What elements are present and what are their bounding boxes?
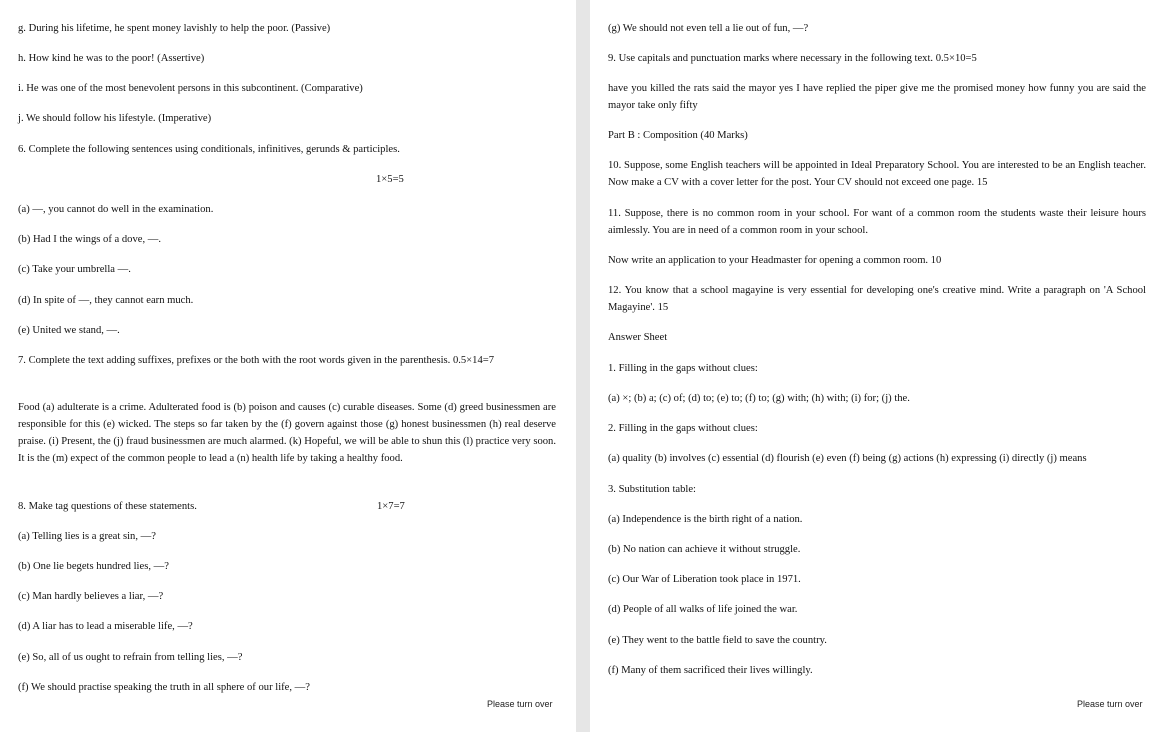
part-b-heading: Part B : Composition (40 Marks) [608, 130, 748, 141]
page-footer-right: Please turn over [1077, 699, 1143, 709]
document-page-left [0, 0, 576, 732]
question-9-heading: 9. Use capitals and punctuation marks where necessary in the following text. 0.5×10=5 [608, 53, 977, 64]
question-7-passage: Food (a) adulterate is a crime. Adulterated food is (b) poison and causes (c) curable diseases. Some (d) greed businessmen are responsible for this (e) wicked. The steps so far taken by the (f) govern against those (g) honest businessmen (h) real deserve praise. (i) Present, the (j) fraud businessmen are much alarmed. (k) Hopeful, we will be able to shun this (l) practice very soon. It is the (m) expect of the common people to lead a (n) health life by taking a healthy food. [18, 402, 556, 464]
question-12: 12. You know that a school magayine is very essential for developing one's creative mind. Write a paragraph on 'A School Magayine'. 15 [608, 285, 1146, 313]
question-11: 11. Suppose, there is no common room in your school. For want of a common room the students waste their leisure hours aimlessly. You are in need of a common room in your school. [608, 208, 1146, 236]
answer-3-item-b: (b) No nation can achieve it without struggle. [608, 544, 801, 555]
q8-item-b: (b) One lie begets hundred lies, —? [18, 561, 169, 572]
q6-item-c: (c) Take your umbrella —. [18, 264, 131, 275]
answer-sheet-heading: Answer Sheet [608, 332, 668, 343]
passive-item-g: g. During his lifetime, he spent money lavishly to help the poor. (Passive) [18, 23, 331, 34]
answer-3-item-e: (e) They went to the battle field to save the country. [608, 635, 827, 646]
answer-2-values: (a) quality (b) involves (c) essential (d) flourish (e) even (f) being (g) actions (h) expressing (i) directly (j) means [608, 453, 1087, 464]
answer-3-heading: 3. Substitution table: [608, 484, 696, 495]
answer-3-item-c: (c) Our War of Liberation took place in 1971. [608, 574, 801, 585]
question-7-heading: 7. Complete the text adding suffixes, prefixes or the both with the root words given in the parenthesis. 0.5×14=7 [18, 355, 495, 366]
answer-2-heading: 2. Filling in the gaps without clues: [608, 423, 758, 434]
q6-item-e: (e) United we stand, —. [18, 325, 120, 336]
answer-1-values: (a) ×; (b) a; (c) of; (d) to; (e) to; (f) to; (g) with; (h) with; (i) for; (j) the. [608, 393, 910, 404]
comparative-item-i: i. He was one of the most benevolent persons in this subcontinent. (Comparative) [18, 83, 363, 94]
question-9-text: have you killed the rats said the mayor yes I have replied the piper give me the promised money how funny you are said the mayor take only fifty [608, 83, 1146, 111]
answer-3-item-f: (f) Many of them sacrificed their lives willingly. [608, 665, 813, 676]
q8-item-g: (g) We should not even tell a lie out of fun, —? [608, 23, 809, 34]
document-page-right [590, 0, 1167, 732]
question-8-marks: 1×7=7 [377, 501, 405, 512]
answer-3-item-a: (a) Independence is the birth right of a nation. [608, 514, 803, 525]
question-8-heading: 8. Make tag questions of these statements. [18, 501, 197, 512]
question-6-marks: 1×5=5 [376, 174, 404, 185]
q6-item-b: (b) Had I the wings of a dove, —. [18, 234, 161, 245]
question-6-heading: 6. Complete the following sentences using conditionals, infinitives, gerunds & participles. [18, 144, 400, 155]
q6-item-a: (a) —, you cannot do well in the examination. [18, 204, 214, 215]
q6-item-d: (d) In spite of —, they cannot earn much. [18, 295, 194, 306]
imperative-item-j: j. We should follow his lifestyle. (Imperative) [18, 113, 212, 124]
assertive-item-h: h. How kind he was to the poor! (Assertive) [18, 53, 205, 64]
page-footer-left: Please turn over [487, 699, 553, 709]
q8-item-c: (c) Man hardly believes a liar, —? [18, 591, 164, 602]
question-11-instruction: Now write an application to your Headmaster for opening a common room. 10 [608, 255, 942, 266]
question-10: 10. Suppose, some English teachers will be appointed in Ideal Preparatory School. You are interested to be an English teacher. Now make a CV with a cover letter for the post. Your CV should not exceed one page. 15 [608, 160, 1146, 188]
q8-item-f: (f) We should practise speaking the truth in all sphere of our life, —? [18, 682, 310, 693]
q8-item-e: (e) So, all of us ought to refrain from telling lies, —? [18, 652, 243, 663]
answer-3-item-d: (d) People of all walks of life joined the war. [608, 604, 798, 615]
answer-1-heading: 1. Filling in the gaps without clues: [608, 363, 758, 374]
q8-item-d: (d) A liar has to lead a miserable life, —? [18, 621, 193, 632]
q8-item-a: (a) Telling lies is a great sin, —? [18, 531, 156, 542]
